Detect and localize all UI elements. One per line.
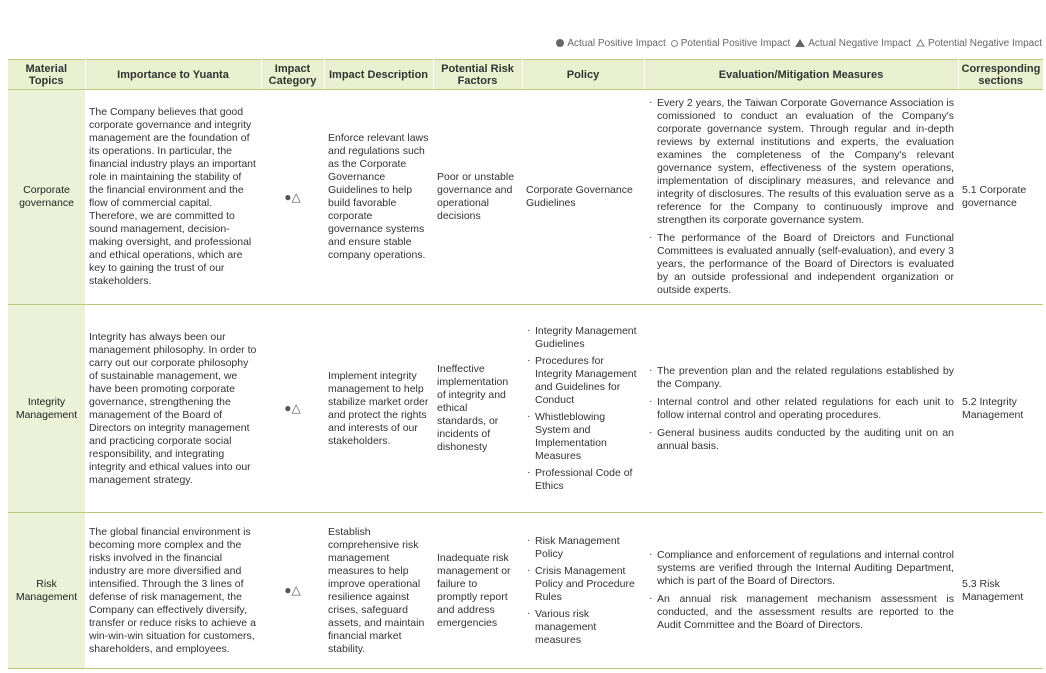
header-impact-category: Impact Category xyxy=(261,60,324,90)
header-risk-factors: Potential Risk Factors xyxy=(433,60,522,90)
table-row xyxy=(8,305,1043,513)
table-row xyxy=(8,90,1043,305)
evaluation-item: · Internal control and other related regulations for each unit to follow internal control and operating procedures. xyxy=(648,396,954,422)
policy-cell xyxy=(522,305,644,513)
policy-item: · Various risk management measures xyxy=(526,608,640,647)
evaluation-item: · Compliance and enforcement of regulations and internal control systems are verified through the Internal Auditing Department, which is part of the Board of Directors. xyxy=(648,549,954,588)
evaluation-item: · An annual risk management mechanism assessment is conducted, and the assessment results are reported to the Audit Committee and the Board of Directors. xyxy=(648,593,954,632)
evaluation-cell xyxy=(644,90,958,305)
policy-item: · Risk Management Policy xyxy=(526,535,640,561)
impact-category-cell: ●△ xyxy=(261,305,324,513)
impact-category-cell: ●△ xyxy=(261,513,324,669)
topic-cell: Corporate governance xyxy=(8,90,85,305)
open-triangle-icon xyxy=(916,39,925,47)
filled-circle-icon xyxy=(556,39,564,47)
open-circle-icon xyxy=(671,40,678,47)
evaluation-item: · Every 2 years, the Taiwan Corporate Governance Association is comissioned to conduct an evaluation of the Company's corporate governance system. Through regular and in-depth reviews by external institutions and experts, the evaluation examines the completeness of the Company's relevant governance system, effectiveness of the system operations, implementation of disciplinary measures, and relevance and integrity of disclosures. The results of this evaluation serve as a reference for the Company to continuously improve and strengthen its corporate governance system. xyxy=(648,97,954,227)
header-impact-description: Impact Description xyxy=(324,60,433,90)
legend-label: Actual Positive Impact xyxy=(567,37,666,49)
policy-item: Corporate Governance Gudielines xyxy=(526,184,633,209)
section-cell: 5.2 Integrity Management xyxy=(958,305,1043,513)
evaluation-cell xyxy=(644,513,958,669)
policy-item: · Procedures for Integrity Management and Guidelines for Conduct xyxy=(526,355,640,407)
evaluation-cell xyxy=(644,305,958,513)
policy-item: · Crisis Management Policy and Procedure Rules xyxy=(526,565,640,604)
legend-potential-negative xyxy=(916,38,1042,49)
table-header-row xyxy=(8,60,1043,90)
topic-cell: Risk Management xyxy=(8,513,85,669)
legend-actual-positive xyxy=(556,38,665,49)
legend-label: Actual Negative Impact xyxy=(808,37,912,49)
evaluation-item: · General business audits conducted by the auditing unit on an annual basis. xyxy=(648,427,954,453)
policy-item: · Integrity Management Gudielines xyxy=(526,325,640,351)
filled-triangle-icon xyxy=(795,39,805,47)
importance-cell: Integrity has always been our management philosophy. In order to carry out our corporate philosophy of sustainable management, we have been promoting corporate governance, strengthening the management of the Board of Directors on integrity management and practicing corporate social responsibility, and integrating integrity and ethical values into our management strategy. xyxy=(85,305,261,513)
table-row xyxy=(8,513,1043,669)
policy-item: · Whistleblowing System and Implementation Measures xyxy=(526,411,640,463)
evaluation-item: · The prevention plan and the related regulations established by the Company. xyxy=(648,365,954,391)
header-material-topics: Material Topics xyxy=(8,60,85,90)
legend-label: Potential Positive Impact xyxy=(680,37,791,49)
importance-cell: The global financial environment is becoming more complex and the risks involved in the financial industry are more diversified and intensified. Through the 3 lines of defense of risk management, the Company can effectively diversify, transfer or reduce risks to achieve a win-win-win situation for customers, shareholders, and employees. xyxy=(85,513,261,669)
evaluation-item: · The performance of the Board of Dreictors and Functional Committees is evaluated annually (self-evaluation), and every 3 years, the performance of the Board of Directors is evaluated by an outside professional and independent organization or outside experts. xyxy=(648,232,954,297)
impact-legend xyxy=(551,36,1042,50)
section-cell: 5.3 Risk Management xyxy=(958,513,1043,669)
section-cell: 5.1 Corporate governance xyxy=(958,90,1043,305)
header-sections: Corresponding sections xyxy=(958,60,1043,90)
legend-potential-positive xyxy=(671,38,791,49)
header-importance: Importance to Yuanta xyxy=(85,60,261,90)
topic-cell: Integrity Management xyxy=(8,305,85,513)
risk-factors-cell: Ineffective implementation of integrity and ethical standards, or incidents of dishonesty xyxy=(433,305,522,513)
header-evaluation: Evaluation/Mitigation Measures xyxy=(644,60,958,90)
risk-factors-cell: Poor or unstable governance and operational decisions xyxy=(433,90,522,305)
risk-factors-cell: Inadequate risk management or failure to promptly report and address emergencies xyxy=(433,513,522,669)
legend-actual-negative xyxy=(795,38,911,49)
material-topics-table xyxy=(8,59,1043,669)
policy-cell xyxy=(522,513,644,669)
header-policy: Policy xyxy=(522,60,644,90)
policy-item: · Professional Code of Ethics xyxy=(526,467,640,493)
policy-cell xyxy=(522,90,644,305)
impact-description-cell: Establish comprehensive risk management measures to help improve operational resilience against crises, safeguard assets, and maintain financial market stability. xyxy=(324,513,433,669)
impact-description-cell: Implement integrity management to help stabilize market order and protect the rights and interests of our stakeholders. xyxy=(324,305,433,513)
importance-cell: The Company believes that good corporate governance and integrity management are the foundation of its operations. In particular, the financial industry plays an important role in maintaining the stability of the financial environment and the flow of commercial capital. Therefore, we are committed to sound management, decision-making oversight, and professional and ethical operations, which are key to gaining the trust of our stakeholders. xyxy=(85,90,261,305)
impact-category-cell: ●△ xyxy=(261,90,324,305)
impact-description-cell: Enforce relevant laws and regulations such as the Corporate Governance Guidelines to help build favorable corporate governance systems and ensure stable company operations. xyxy=(324,90,433,305)
legend-label: Potential Negative Impact xyxy=(928,37,1042,49)
